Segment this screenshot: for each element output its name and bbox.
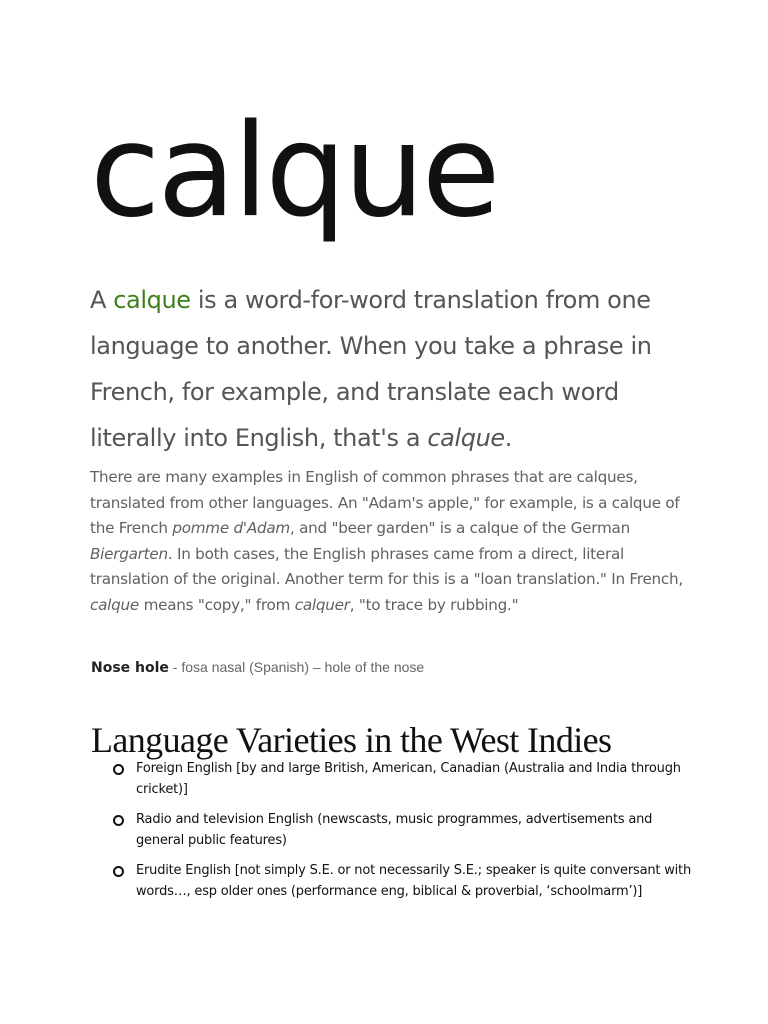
nose-hole-entry [91,657,424,678]
body-italic-term: Biergarten [90,544,168,563]
page-title: calque [90,97,498,246]
body-text: , and "beer garden" is a calque of the German [289,519,630,537]
hollow-circle-icon [113,764,124,775]
body-text: . In both cases, the English phrases came from a direct, literal translation of the original. Another term for this is a "loan translation." In French, [90,544,683,588]
body-paragraph [90,465,690,618]
body-italic-term: calquer [294,595,350,614]
lead-text: A [90,286,114,314]
list-item [112,861,692,902]
nose-hole-term: Nose hole [91,660,169,676]
body-text: , "to trace by rubbing." [349,595,519,614]
lead-text: . [504,424,513,452]
section-heading: Language Varieties in the West Indies [91,720,612,760]
hollow-circle-icon [113,815,124,826]
nose-hole-definition: - fosa nasal (Spanish) – hole of the nose [168,659,425,675]
body-italic-term: pomme d'Adam [172,519,290,537]
lead-italic-term: calque [427,424,505,452]
body-italic-term: calque [90,595,139,614]
list-item-text: Erudite English [not simply S.E. or not necessarily S.E.; speaker is quite conversant with words…, esp older ones (performance eng, biblical & proverbial, ‘schoolmarm’)] [136,863,691,899]
varieties-list [112,759,692,902]
hollow-circle-icon [113,866,124,877]
body-text: means "copy," from [139,595,295,614]
lead-text: is a word-for-word translation from one language to another. When you take a phrase in French, for example, and translate each word literally into English, that's a [90,286,652,452]
body-text: There are many examples in English of common phrases that are calques, translated from other languages. An "Adam's apple," for example, is a calque of the French [90,468,680,537]
list-item [112,810,692,851]
list-item-text: Foreign English [by and large British, American, Canadian (Australia and India through cricket)] [136,761,681,797]
lead-paragraph [90,277,690,461]
list-item [112,759,692,800]
list-item-text: Radio and television English (newscasts, music programmes, advertisements and general public features) [136,812,653,848]
calque-highlight-link[interactable]: calque [113,286,191,314]
